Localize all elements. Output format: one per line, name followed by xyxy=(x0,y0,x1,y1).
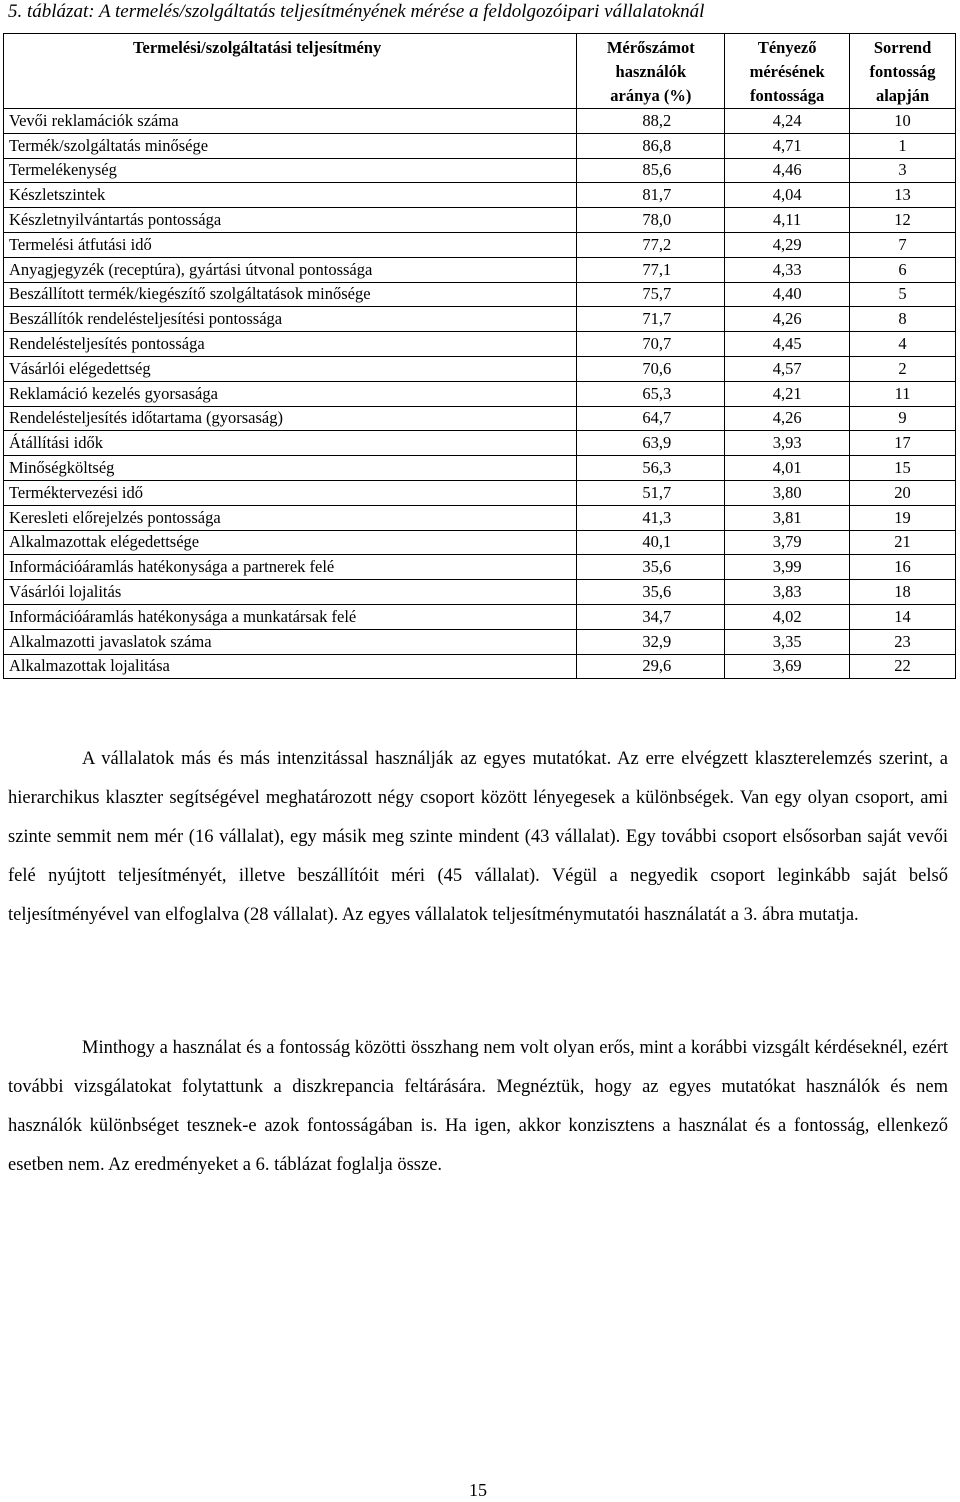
cell-rank: 16 xyxy=(850,555,956,580)
cell-indicator: Készletnyilvántartás pontossága xyxy=(4,208,577,233)
cell-indicator: Termelékenység xyxy=(4,158,577,183)
table-row xyxy=(4,133,956,158)
cell-usage-ratio: 29,6 xyxy=(577,654,725,679)
cell-rank: 22 xyxy=(850,654,956,679)
cell-usage-ratio: 35,6 xyxy=(577,555,725,580)
cell-usage-ratio: 40,1 xyxy=(577,530,725,555)
header-indicator: Termelési/szolgáltatási teljesítmény xyxy=(4,34,577,109)
cell-importance: 3,79 xyxy=(725,530,850,555)
table-row xyxy=(4,282,956,307)
table-row xyxy=(4,356,956,381)
table-header-row xyxy=(4,34,956,109)
table-row xyxy=(4,183,956,208)
paragraph-1-text: A vállalatok más és más intenzitással használják az egyes mutatókat. Az erre elvégzett klaszterelemzés szerint, a hierarchikus klaszter segítségével meghatározott négy csoport között lényegesek a különbségek. Van egy olyan csoport, ami szinte semmit nem mér (16 vállalat), egy másik meg szinte mindent (43 vállalat). Egy további csoport elsősorban saját vevői felé nyújtott teljesítményét, illetve beszállítóit méri (45 vállalat). Végül a negyedik csoport leginkább saját belső teljesítményével van elfoglalva (28 vállalat). Az egyes vállalatok teljesítménymutatói használatát a 3. ábra mutatja. xyxy=(8,749,948,925)
cell-usage-ratio: 56,3 xyxy=(577,456,725,481)
table-row xyxy=(4,158,956,183)
cell-usage-ratio: 41,3 xyxy=(577,505,725,530)
table-row xyxy=(4,109,956,134)
cell-usage-ratio: 70,7 xyxy=(577,332,725,357)
cell-indicator: Átállítási idők xyxy=(4,431,577,456)
cell-indicator: Beszállítók rendelésteljesítési pontossága xyxy=(4,307,577,332)
cell-usage-ratio: 70,6 xyxy=(577,356,725,381)
cell-importance: 4,04 xyxy=(725,183,850,208)
header-rank-line-2: fontosság xyxy=(869,62,936,81)
cell-rank: 23 xyxy=(850,629,956,654)
cell-importance: 4,29 xyxy=(725,232,850,257)
cell-indicator: Alkalmazottak elégedettsége xyxy=(4,530,577,555)
cell-importance: 3,83 xyxy=(725,580,850,605)
cell-importance: 3,99 xyxy=(725,555,850,580)
cell-rank: 11 xyxy=(850,381,956,406)
header-importance-line-1: Tényező xyxy=(757,38,817,57)
paragraph-2-text: Minthogy a használat és a fontosság közötti összhang nem volt olyan erős, mint a korábbi vizsgált kérdéseknél, ezért további vizsgálatokat folytattunk a diszkrepancia feltárására. Megnéztük, hogy az egyes mutatókat használók és nem használók különbséget tesznek-e azok fontosságában is. Ha igen, akkor konzisztens a használat és a fontosság, ellenkező esetben nem. Az eredményeket a 6. táblázat foglalja össze. xyxy=(8,1038,948,1175)
cell-usage-ratio: 77,2 xyxy=(577,232,725,257)
table-row xyxy=(4,257,956,282)
cell-indicator: Vevői reklamációk száma xyxy=(4,109,577,134)
header-usage-ratio-line-1: Mérőszámot xyxy=(606,38,695,57)
cell-usage-ratio: 85,6 xyxy=(577,158,725,183)
header-importance-line-2: mérésének xyxy=(749,62,825,81)
cell-rank: 9 xyxy=(850,406,956,431)
cell-importance: 4,26 xyxy=(725,307,850,332)
cell-rank: 21 xyxy=(850,530,956,555)
cell-indicator: Terméktervezési idő xyxy=(4,480,577,505)
table-row xyxy=(4,406,956,431)
header-rank xyxy=(850,34,956,109)
header-usage-ratio xyxy=(577,34,725,109)
cell-usage-ratio: 64,7 xyxy=(577,406,725,431)
cell-rank: 15 xyxy=(850,456,956,481)
cell-importance: 4,40 xyxy=(725,282,850,307)
cell-importance: 4,02 xyxy=(725,604,850,629)
performance-table xyxy=(3,33,956,679)
cell-usage-ratio: 51,7 xyxy=(577,480,725,505)
cell-rank: 20 xyxy=(850,480,956,505)
cell-rank: 5 xyxy=(850,282,956,307)
cell-rank: 3 xyxy=(850,158,956,183)
cell-rank: 13 xyxy=(850,183,956,208)
cell-rank: 17 xyxy=(850,431,956,456)
cell-indicator: Információáramlás hatékonysága a partnerek felé xyxy=(4,555,577,580)
cell-usage-ratio: 78,0 xyxy=(577,208,725,233)
cell-rank: 19 xyxy=(850,505,956,530)
cell-indicator: Minőségköltség xyxy=(4,456,577,481)
cell-usage-ratio: 35,6 xyxy=(577,580,725,605)
cell-indicator: Információáramlás hatékonysága a munkatársak felé xyxy=(4,604,577,629)
table-row xyxy=(4,431,956,456)
cell-usage-ratio: 34,7 xyxy=(577,604,725,629)
cell-importance: 4,11 xyxy=(725,208,850,233)
cell-usage-ratio: 77,1 xyxy=(577,257,725,282)
cell-rank: 8 xyxy=(850,307,956,332)
cell-rank: 4 xyxy=(850,332,956,357)
cell-indicator: Termék/szolgáltatás minősége xyxy=(4,133,577,158)
cell-usage-ratio: 75,7 xyxy=(577,282,725,307)
header-usage-ratio-line-2: használók xyxy=(615,62,687,81)
cell-rank: 1 xyxy=(850,133,956,158)
table-caption: 5. táblázat: A termelés/szolgáltatás teljesítményének mérése a feldolgozóipari vállalatoknál xyxy=(8,1,705,22)
table-row xyxy=(4,604,956,629)
cell-indicator: Anyagjegyzék (receptúra), gyártási útvonal pontossága xyxy=(4,257,577,282)
header-usage-ratio-line-3: aránya (%) xyxy=(610,86,692,105)
table-row xyxy=(4,505,956,530)
page-number: 15 xyxy=(469,1480,487,1500)
paragraph-2 xyxy=(8,1029,948,1185)
cell-indicator: Alkalmazottak lojalitása xyxy=(4,654,577,679)
cell-importance: 4,21 xyxy=(725,381,850,406)
cell-usage-ratio: 86,8 xyxy=(577,133,725,158)
table-row xyxy=(4,580,956,605)
cell-indicator: Készletszintek xyxy=(4,183,577,208)
table-row xyxy=(4,208,956,233)
cell-indicator: Vásárlói lojalitás xyxy=(4,580,577,605)
cell-importance: 4,71 xyxy=(725,133,850,158)
cell-rank: 18 xyxy=(850,580,956,605)
table-row xyxy=(4,456,956,481)
cell-usage-ratio: 81,7 xyxy=(577,183,725,208)
cell-importance: 3,80 xyxy=(725,480,850,505)
table-row xyxy=(4,381,956,406)
cell-indicator: Keresleti előrejelzés pontossága xyxy=(4,505,577,530)
cell-usage-ratio: 63,9 xyxy=(577,431,725,456)
cell-importance: 3,35 xyxy=(725,629,850,654)
header-rank-line-3: alapján xyxy=(875,86,930,105)
cell-importance: 4,33 xyxy=(725,257,850,282)
cell-indicator: Vásárlói elégedettség xyxy=(4,356,577,381)
cell-usage-ratio: 88,2 xyxy=(577,109,725,134)
cell-rank: 6 xyxy=(850,257,956,282)
paragraph-1 xyxy=(8,740,948,935)
cell-importance: 4,24 xyxy=(725,109,850,134)
cell-rank: 14 xyxy=(850,604,956,629)
cell-indicator: Beszállított termék/kiegészítő szolgáltatások minősége xyxy=(4,282,577,307)
cell-importance: 4,46 xyxy=(725,158,850,183)
table-row xyxy=(4,332,956,357)
cell-indicator: Termelési átfutási idő xyxy=(4,232,577,257)
table-row xyxy=(4,530,956,555)
cell-importance: 4,57 xyxy=(725,356,850,381)
table-body xyxy=(4,109,956,679)
cell-usage-ratio: 32,9 xyxy=(577,629,725,654)
table-row xyxy=(4,654,956,679)
cell-rank: 7 xyxy=(850,232,956,257)
cell-indicator: Rendelésteljesítés időtartama (gyorsaság) xyxy=(4,406,577,431)
cell-indicator: Alkalmazotti javaslatok száma xyxy=(4,629,577,654)
table-row xyxy=(4,629,956,654)
cell-usage-ratio: 71,7 xyxy=(577,307,725,332)
cell-importance: 3,81 xyxy=(725,505,850,530)
cell-rank: 10 xyxy=(850,109,956,134)
cell-importance: 3,93 xyxy=(725,431,850,456)
table-row xyxy=(4,232,956,257)
cell-importance: 4,01 xyxy=(725,456,850,481)
header-rank-line-1: Sorrend xyxy=(873,38,932,57)
cell-indicator: Rendelésteljesítés pontossága xyxy=(4,332,577,357)
cell-rank: 2 xyxy=(850,356,956,381)
cell-importance: 4,26 xyxy=(725,406,850,431)
cell-importance: 3,69 xyxy=(725,654,850,679)
header-importance-line-3: fontossága xyxy=(750,86,825,105)
cell-usage-ratio: 65,3 xyxy=(577,381,725,406)
table-row xyxy=(4,480,956,505)
cell-indicator: Reklamáció kezelés gyorsasága xyxy=(4,381,577,406)
table-row xyxy=(4,307,956,332)
cell-rank: 12 xyxy=(850,208,956,233)
cell-importance: 4,45 xyxy=(725,332,850,357)
header-importance xyxy=(725,34,850,109)
table-row xyxy=(4,555,956,580)
